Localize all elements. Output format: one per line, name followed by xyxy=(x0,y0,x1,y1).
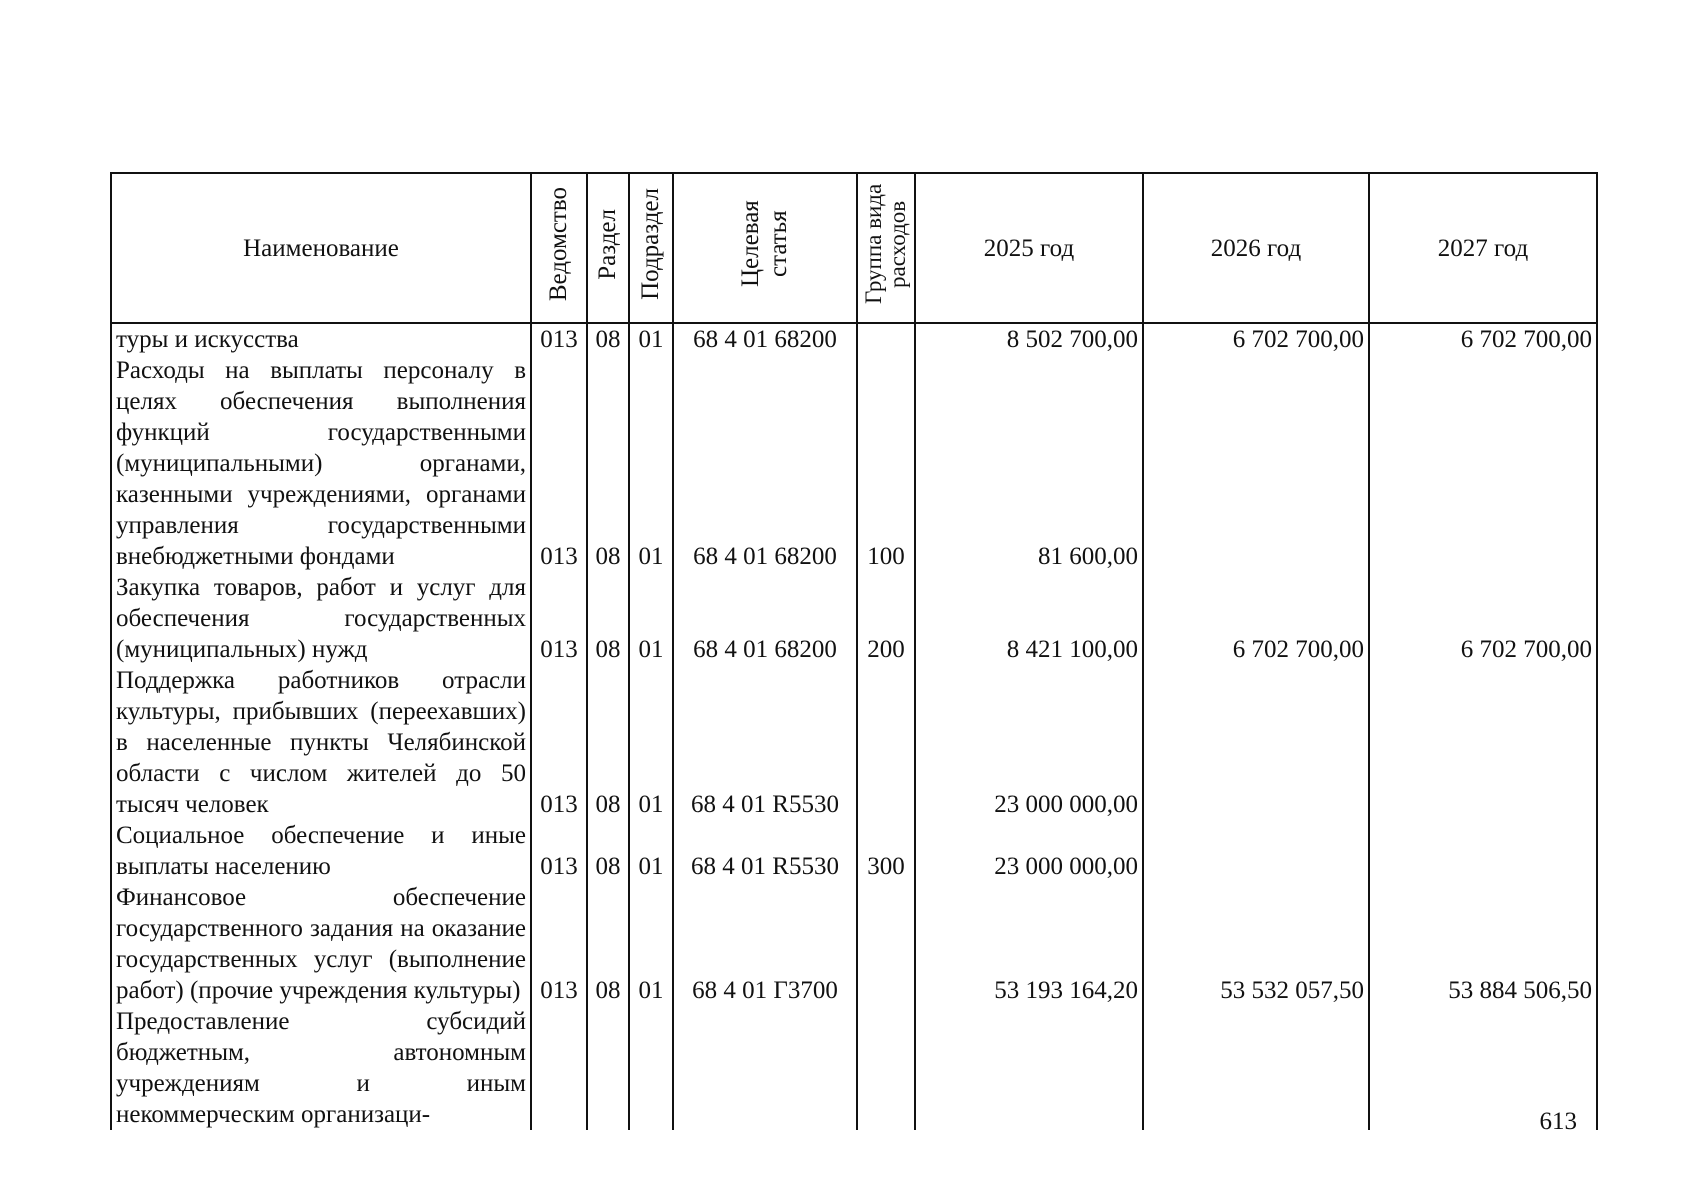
row-podrazdel: 01 xyxy=(629,882,673,1006)
row-podrazdel: 01 xyxy=(629,820,673,882)
header-podrazdel-label: Подраздел xyxy=(637,188,664,300)
row-2026: 6 702 700,00 xyxy=(1143,323,1369,355)
header-gruppa-label: Группа вида расходов xyxy=(861,183,910,305)
row-podrazdel: 01 xyxy=(629,572,673,665)
row-2026: 53 532 057,50 xyxy=(1143,882,1369,1006)
row-2027: 53 884 506,50 xyxy=(1369,882,1597,1006)
row-razdel: 08 xyxy=(587,665,629,820)
row-2026 xyxy=(1143,820,1369,882)
row-podrazdel xyxy=(629,1006,673,1130)
header-tselevaya xyxy=(673,173,857,323)
table-row xyxy=(111,572,1597,665)
row-razdel: 08 xyxy=(587,882,629,1006)
row-vedomstvo: 013 xyxy=(531,665,587,820)
row-gruppa xyxy=(857,665,915,820)
row-podrazdel: 01 xyxy=(629,665,673,820)
row-2025: 8 502 700,00 xyxy=(915,323,1143,355)
row-2026 xyxy=(1143,1006,1369,1130)
row-2025: 81 600,00 xyxy=(915,355,1143,572)
table-row xyxy=(111,882,1597,1006)
row-razdel: 08 xyxy=(587,355,629,572)
header-podrazdel xyxy=(629,173,673,323)
row-tselevaya: 68 4 01 68200 xyxy=(673,355,857,572)
row-2027 xyxy=(1369,355,1597,572)
row-2025 xyxy=(915,1006,1143,1130)
row-2027: 6 702 700,00 xyxy=(1369,572,1597,665)
row-vedomstvo: 013 xyxy=(531,323,587,355)
row-name: Социальное обеспечение и иные выплаты населению xyxy=(111,820,531,882)
header-2026: 2026 год xyxy=(1143,173,1369,323)
row-2027: 6 702 700,00 xyxy=(1369,323,1597,355)
header-tselevaya-label: Целевая статья xyxy=(737,200,792,288)
row-tselevaya: 68 4 01 68200 xyxy=(673,572,857,665)
table-row xyxy=(111,323,1597,355)
row-gruppa: 100 xyxy=(857,355,915,572)
header-2025: 2025 год xyxy=(915,173,1143,323)
row-2026 xyxy=(1143,665,1369,820)
row-name: Финансовое обеспечение государственного задания на оказание государственных услуг (выполнение работ) (прочие учреждения культуры) xyxy=(111,882,531,1006)
table-row xyxy=(111,1006,1597,1130)
row-name: Расходы на выплаты персоналу в целях обеспечения выполнения функций государственными (муниципальными) органами, казенными учреждениями, органами управления государственными внебюджетными фондами xyxy=(111,355,531,572)
row-razdel: 08 xyxy=(587,572,629,665)
row-2025: 8 421 100,00 xyxy=(915,572,1143,665)
row-name: Закупка товаров, работ и услуг для обеспечения государственных (муниципальных) нужд xyxy=(111,572,531,665)
row-name: Поддержка работников отрасли культуры, прибывших (переехавших) в населенные пункты Челябинской области с числом жителей до 50 тысяч человек xyxy=(111,665,531,820)
row-tselevaya: 68 4 01 R5530 xyxy=(673,820,857,882)
row-tselevaya: 68 4 01 Г3700 xyxy=(673,882,857,1006)
row-vedomstvo: 013 xyxy=(531,820,587,882)
header-vedomstvo-label: Ведомство xyxy=(545,186,572,302)
row-gruppa xyxy=(857,1006,915,1130)
row-podrazdel: 01 xyxy=(629,323,673,355)
table-header-row xyxy=(111,173,1597,323)
page-number: 613 xyxy=(1539,1108,1577,1135)
row-vedomstvo: 013 xyxy=(531,882,587,1006)
row-tselevaya: 68 4 01 68200 xyxy=(673,323,857,355)
row-gruppa xyxy=(857,882,915,1006)
table-row xyxy=(111,355,1597,572)
row-2025: 23 000 000,00 xyxy=(915,820,1143,882)
row-2027 xyxy=(1369,665,1597,820)
row-2025: 23 000 000,00 xyxy=(915,665,1143,820)
row-gruppa xyxy=(857,323,915,355)
header-razdel xyxy=(587,173,629,323)
row-vedomstvo: 013 xyxy=(531,572,587,665)
row-vedomstvo xyxy=(531,1006,587,1130)
row-vedomstvo: 013 xyxy=(531,355,587,572)
row-2026: 6 702 700,00 xyxy=(1143,572,1369,665)
table-row xyxy=(111,820,1597,882)
budget-table xyxy=(110,172,1598,1130)
header-gruppa xyxy=(857,173,915,323)
row-razdel: 08 xyxy=(587,323,629,355)
row-gruppa: 300 xyxy=(857,820,915,882)
row-gruppa: 200 xyxy=(857,572,915,665)
row-2025: 53 193 164,20 xyxy=(915,882,1143,1006)
row-tselevaya xyxy=(673,1006,857,1130)
row-2026 xyxy=(1143,355,1369,572)
row-razdel: 08 xyxy=(587,820,629,882)
row-podrazdel: 01 xyxy=(629,355,673,572)
row-name: Предоставление субсидий бюджетным, автономным учреждениям и иным некоммерческим организаци- xyxy=(111,1006,531,1130)
row-name: туры и искусства xyxy=(111,323,531,355)
header-vedomstvo xyxy=(531,173,587,323)
row-razdel xyxy=(587,1006,629,1130)
row-tselevaya: 68 4 01 R5530 xyxy=(673,665,857,820)
header-razdel-label: Раздел xyxy=(594,208,621,280)
row-2027 xyxy=(1369,820,1597,882)
header-name: Наименование xyxy=(111,173,531,323)
header-2027: 2027 год xyxy=(1369,173,1597,323)
table-row xyxy=(111,665,1597,820)
